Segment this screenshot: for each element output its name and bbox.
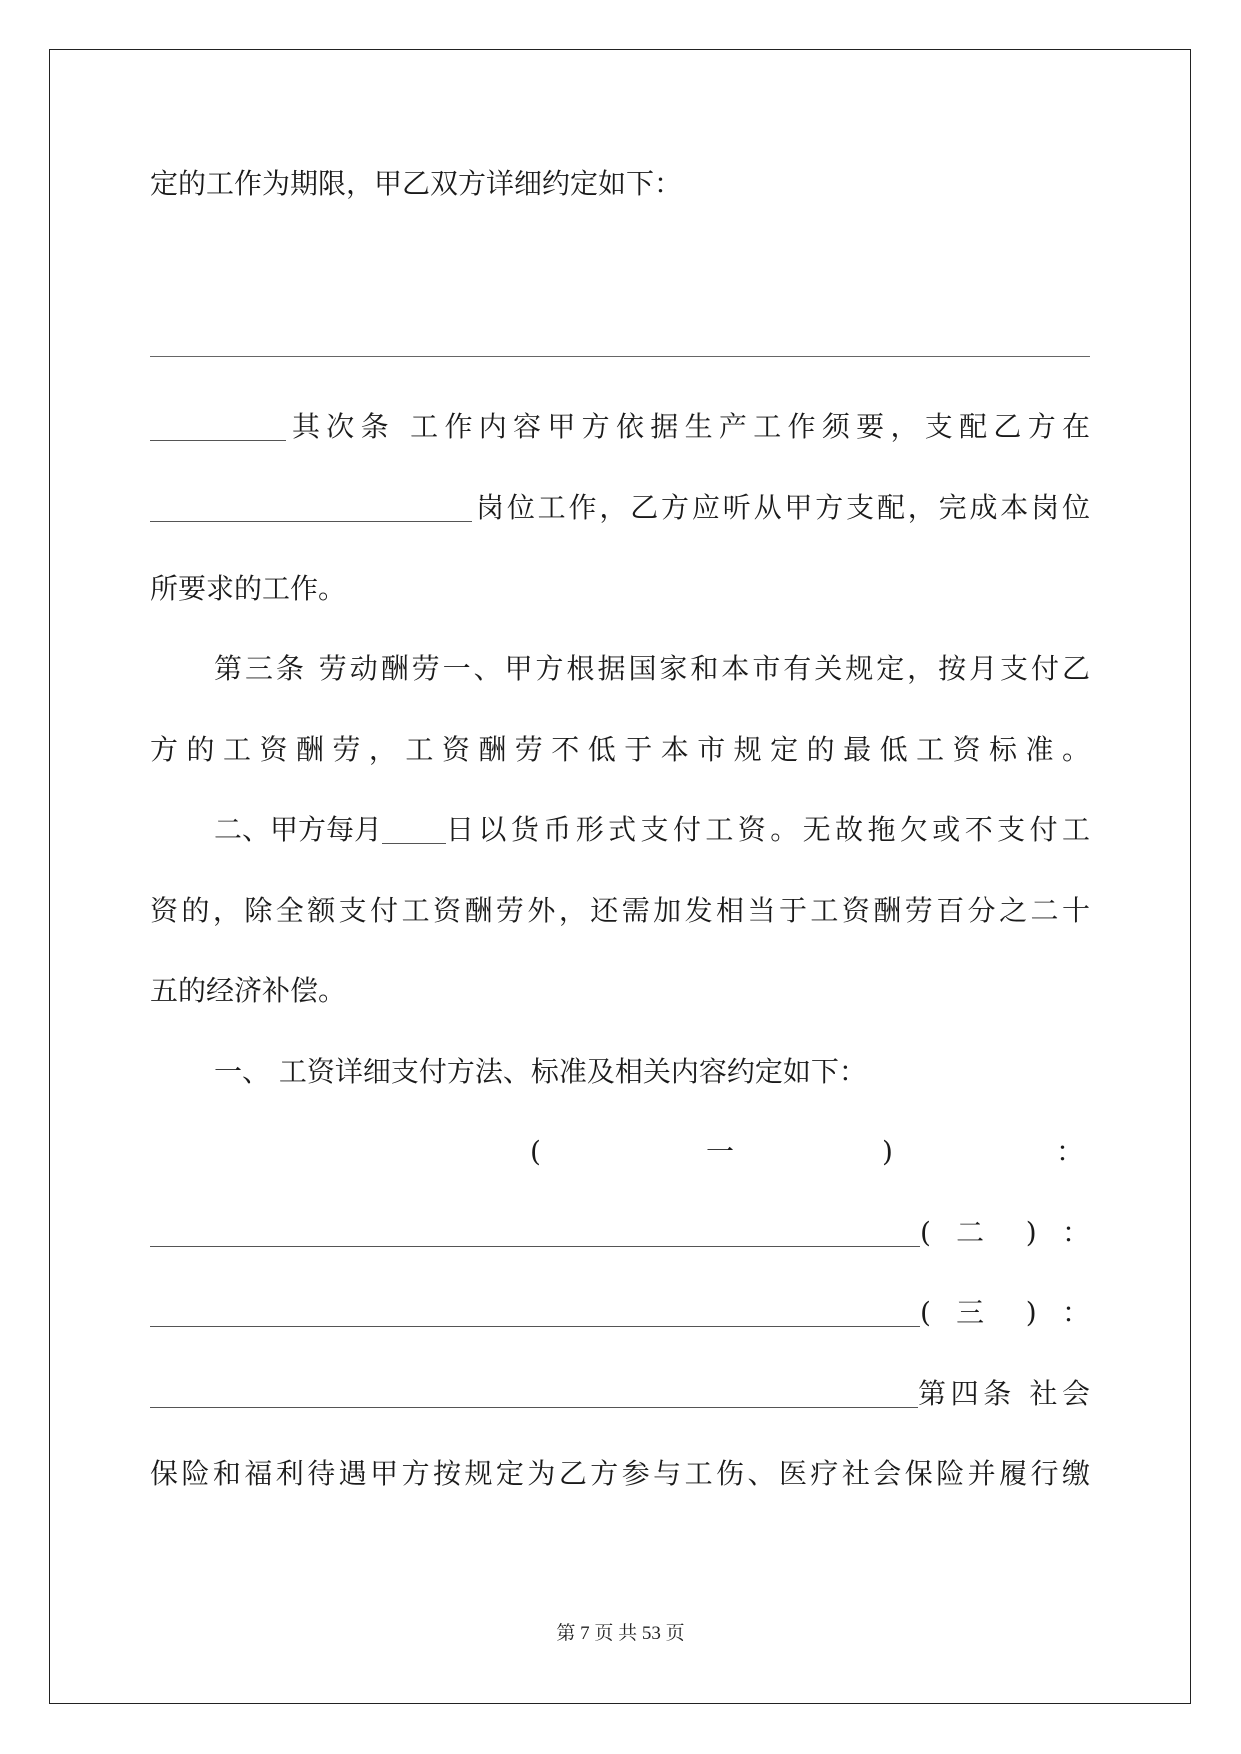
enum-three: ( 三 ) ： [920,1296,1090,1329]
blank-field [150,410,286,441]
text-line-5: 第三条 劳动酬劳一、甲方根据国家和本市有关规定，按月支付乙 [214,652,1090,685]
blank-field [382,813,446,844]
text-line-14 [150,1372,1090,1416]
text-line-2 [150,405,1090,449]
text-line-8: 资的，除全额支付工资酬劳外，还需加发相当于工资酬劳百分之二十 [150,894,1090,927]
text-line-7 [214,808,1090,852]
page-footer: 第 7 页 共 53 页 [556,1623,685,1644]
blank-field [150,1296,920,1327]
text-line-15: 保险和福利待遇甲方按规定为乙方参与工伤、医疗社会保险并履行缴 [150,1457,1090,1490]
text-line-2-content: 其次条 工作内容甲方依据生产工作须要，支配乙方在 [292,410,1090,443]
text-line-14-content: 第四条 社会 [918,1377,1090,1410]
text-line-1: 定的工作为期限，甲乙双方详细约定如下： [150,167,683,200]
enum-close-paren: ) [882,1135,893,1168]
text-line-6: 方的工资酬劳，工资酬劳不低于本市规定的最低工资标准。 [150,733,1090,766]
blank-field [150,1377,918,1408]
blank-rule-full [150,356,1090,357]
text-line-4: 所要求的工作。 [150,572,347,605]
text-line-9: 五的经济补偿。 [150,974,347,1007]
text-line-12 [150,1211,1090,1255]
text-line-7-b: 日以货币形式支付工资。无故拖欠或不支付工 [446,813,1090,846]
text-line-7-a: 二、甲方每月 [214,813,383,846]
text-line-10: 一、 工资详细支付方法、标准及相关内容约定如下： [214,1055,867,1088]
blank-field [150,491,472,522]
enum-colon: ： [1056,1135,1085,1168]
text-line-3-content: 岗位工作，乙方应听从甲方支配，完成本岗位 [476,491,1090,524]
text-line-3 [150,486,1090,530]
enum-open-paren: ( [530,1135,541,1168]
enum-number-one: 一 [706,1135,735,1168]
text-line-13 [150,1291,1090,1335]
blank-field [150,1216,920,1247]
enum-two: ( 二 ) ： [920,1216,1090,1249]
